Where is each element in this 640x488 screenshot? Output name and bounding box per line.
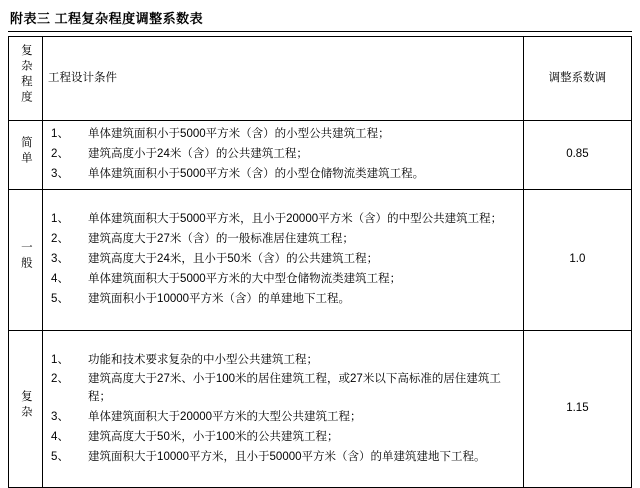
row-level-complex xyxy=(9,331,43,488)
header-level-label: 复杂程度 xyxy=(19,44,32,107)
row-coefficient-complex: 1.15 xyxy=(523,331,631,488)
item-number: 5、 xyxy=(51,292,69,305)
header-cell-coefficient xyxy=(523,37,631,121)
list-item xyxy=(48,351,518,371)
item-number: 1、 xyxy=(51,213,69,226)
item-number: 3、 xyxy=(51,253,69,266)
row-coefficient-general: 1.0 xyxy=(523,190,631,331)
row-conditions-complex xyxy=(43,331,524,488)
table-row xyxy=(9,331,632,488)
header-coefficient-label: 调整系数调 xyxy=(548,71,607,84)
condition-list xyxy=(48,210,518,309)
table-row xyxy=(9,190,632,331)
row-level-general xyxy=(9,190,43,331)
item-number: 2、 xyxy=(51,148,69,161)
row-conditions-simple xyxy=(43,121,524,190)
item-number: 3、 xyxy=(51,167,69,180)
item-text: 单体建筑面积小于5000平方米（含）的小型公共建筑工程； xyxy=(88,128,390,141)
item-text: 建筑高度大于24米，且小于50米（含）的公共建筑工程； xyxy=(88,253,379,266)
list-item xyxy=(48,230,518,250)
list-item xyxy=(48,370,518,408)
item-number: 5、 xyxy=(51,450,69,463)
complexity-coefficient-table xyxy=(8,36,632,488)
header-condition-label: 工程设计条件 xyxy=(48,71,118,84)
table-row xyxy=(9,121,632,190)
item-number: 1、 xyxy=(51,128,69,141)
list-item xyxy=(48,125,518,145)
list-item xyxy=(48,428,518,448)
item-text: 建筑高度大于27米、小于100米的居住建筑工程，或27米以下高标准的居住建筑工程； xyxy=(88,373,501,404)
level-label: 简单 xyxy=(19,136,32,168)
row-coefficient-simple: 0.85 xyxy=(523,121,631,190)
list-item xyxy=(48,250,518,270)
item-number: 4、 xyxy=(51,430,69,443)
list-item xyxy=(48,448,518,468)
item-text: 建筑高度大于50米，小于100米的公共建筑工程； xyxy=(88,430,339,443)
page-title: 附表三 工程复杂程度调整系数表 xyxy=(10,11,204,26)
list-item xyxy=(48,290,518,310)
level-label: 复杂 xyxy=(19,390,32,422)
list-item xyxy=(48,270,518,290)
table-header-row xyxy=(9,37,632,121)
item-number: 1、 xyxy=(51,353,69,366)
item-text: 建筑面积大于10000平方米，且小于50000平方米（含）的单建筑建地下工程。 xyxy=(88,450,486,463)
list-item xyxy=(48,210,518,230)
header-cell-condition xyxy=(43,37,524,121)
item-text: 单体建筑面积大于5000平方米，且小于20000平方米（含）的中型公共建筑工程； xyxy=(88,213,503,226)
condition-list xyxy=(48,125,518,184)
list-item xyxy=(48,408,518,428)
title-divider xyxy=(8,31,632,32)
item-number: 3、 xyxy=(51,411,69,423)
item-text: 单体建筑面积小于5000平方米（含）的小型仓储物流类建筑工程。 xyxy=(88,167,425,180)
item-number: 2、 xyxy=(51,373,69,386)
level-label: 一般 xyxy=(19,241,32,273)
item-text: 建筑面积小于10000平方米（含）的单建地下工程。 xyxy=(88,292,351,305)
row-conditions-general xyxy=(43,190,524,331)
item-text: 功能和技术要求复杂的中小型公共建筑工程； xyxy=(88,353,319,366)
item-number: 2、 xyxy=(51,233,69,246)
list-item xyxy=(48,145,518,165)
item-text: 单体建筑面积大于5000平方米的大中型仓储物流类建筑工程； xyxy=(88,272,402,285)
list-item xyxy=(48,165,518,185)
header-cell-level xyxy=(9,37,43,121)
item-text: 建筑高度小于24米（含）的公共建筑工程； xyxy=(88,148,308,161)
row-level-simple xyxy=(9,121,43,190)
item-text: 建筑高度大于27米（含）的一般标准居住建筑工程； xyxy=(88,233,354,246)
condition-list xyxy=(48,351,518,468)
item-number: 4、 xyxy=(51,272,69,285)
item-text: 单体建筑面积大于20000平方米的大型公共建筑工程； xyxy=(88,411,362,423)
